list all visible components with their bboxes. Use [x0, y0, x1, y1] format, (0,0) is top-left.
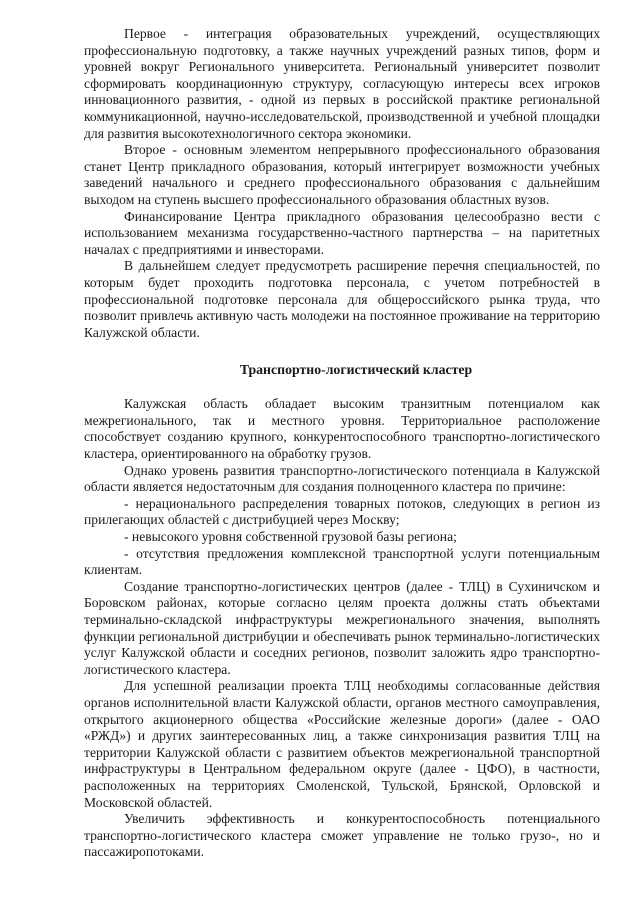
paragraph: Финансирование Центра прикладного образования целесообразно вести с использованием механизма государственно-частного партнерства – на паритетных началах с предприятиями и инвесторами.	[84, 208, 600, 257]
section-heading: Транспортно-логистический кластер	[239, 362, 473, 378]
paragraph: Второе - основным элементом непрерывного профессионального образования станет Центр прикладного образования, который интегрирует возможности учебных заведений начального и среднего профессионального образования с дальнейшим выходом на ступень высшего профессионального образования областных вузов.	[84, 142, 600, 207]
list-item: - нерационального распределения товарных потоков, следующих в регион из прилегающих областей с дистрибуцией через Москву;	[84, 495, 600, 528]
list-item: - отсутствия предложения комплексной транспортной услуги потенциальным клиентам.	[84, 545, 600, 578]
paragraph: Создание транспортно-логистических центров (далее - ТЛЦ) в Сухиничском и Боровском районах, которые согласно целям проекта должны стать объектами терминально-складской инфраструктуры межрегионального значения, выполнять функции региональной дистрибуции и обеспечивать рынок терминально-логистических услуг Калужской области и соседних регионов, позволит заложить ядро транспортно-логистического кластера.	[84, 578, 600, 677]
paragraph: Увеличить эффективность и конкурентоспособность потенциального транспортно-логистического кластера сможет управление не только грузо-, но и пассажиропотоками.	[84, 811, 600, 860]
paragraph: Для успешной реализации проекта ТЛЦ необходимы согласованные действия органов исполнительной власти Калужской области, органов местного самоуправления, открытого акционерного общества «Российские железные дороги» (далее - ОАО «РЖД») и других заинтересованных лиц, а также синхронизация развития ТЛЦ на территории Калужской области с развитием объектов межрегиональной транспортной инфраструктуры в Центральном федеральном округе (далее - ЦФО), в частности, расположенных на территориях Смоленской, Тульской, Брянской, Орловской и Московской областей.	[84, 678, 600, 810]
section-education	[84, 26, 600, 341]
paragraph: Калужская область обладает высоким транзитным потенциалом как межрегионального, так и местного уровня. Территориальное расположение способствует созданию крупного, конкурентоспособного транспортно-логистического кластера, ориентированного на обработку грузов.	[84, 396, 600, 462]
paragraph: Однако уровень развития транспортно-логистического потенциала в Калужской области является недостаточным для создания полноценного кластера по причине:	[84, 462, 600, 495]
section-transport-cluster	[84, 396, 600, 861]
paragraph: Первое - интеграция образовательных учреждений, осуществляющих профессиональную подготовку, а также научных учреждений разных типов, форм и уровней вокруг Регионального университета. Региональный университет позволит сформировать координационную структуру, согласующую интересы всех игроков инновационного развития, - одной из первых в российской практике региональной коммуникационной, научно-исследовательской, производственной и учебной площадки для развития высокотехнологичного сектора экономики.	[84, 26, 600, 141]
paragraph: В дальнейшем следует предусмотреть расширение перечня специальностей, по которым будет проходить подготовка персонала, с учетом потребностей в профессиональной подготовке персонала для общероссийского рынка труда, что позволит привлечь активную часть молодежи на постоянное проживание на территорию Калужской области.	[84, 258, 600, 340]
list-item: - невысокого уровня собственной грузовой базы региона;	[124, 529, 457, 545]
document-page	[84, 26, 600, 861]
